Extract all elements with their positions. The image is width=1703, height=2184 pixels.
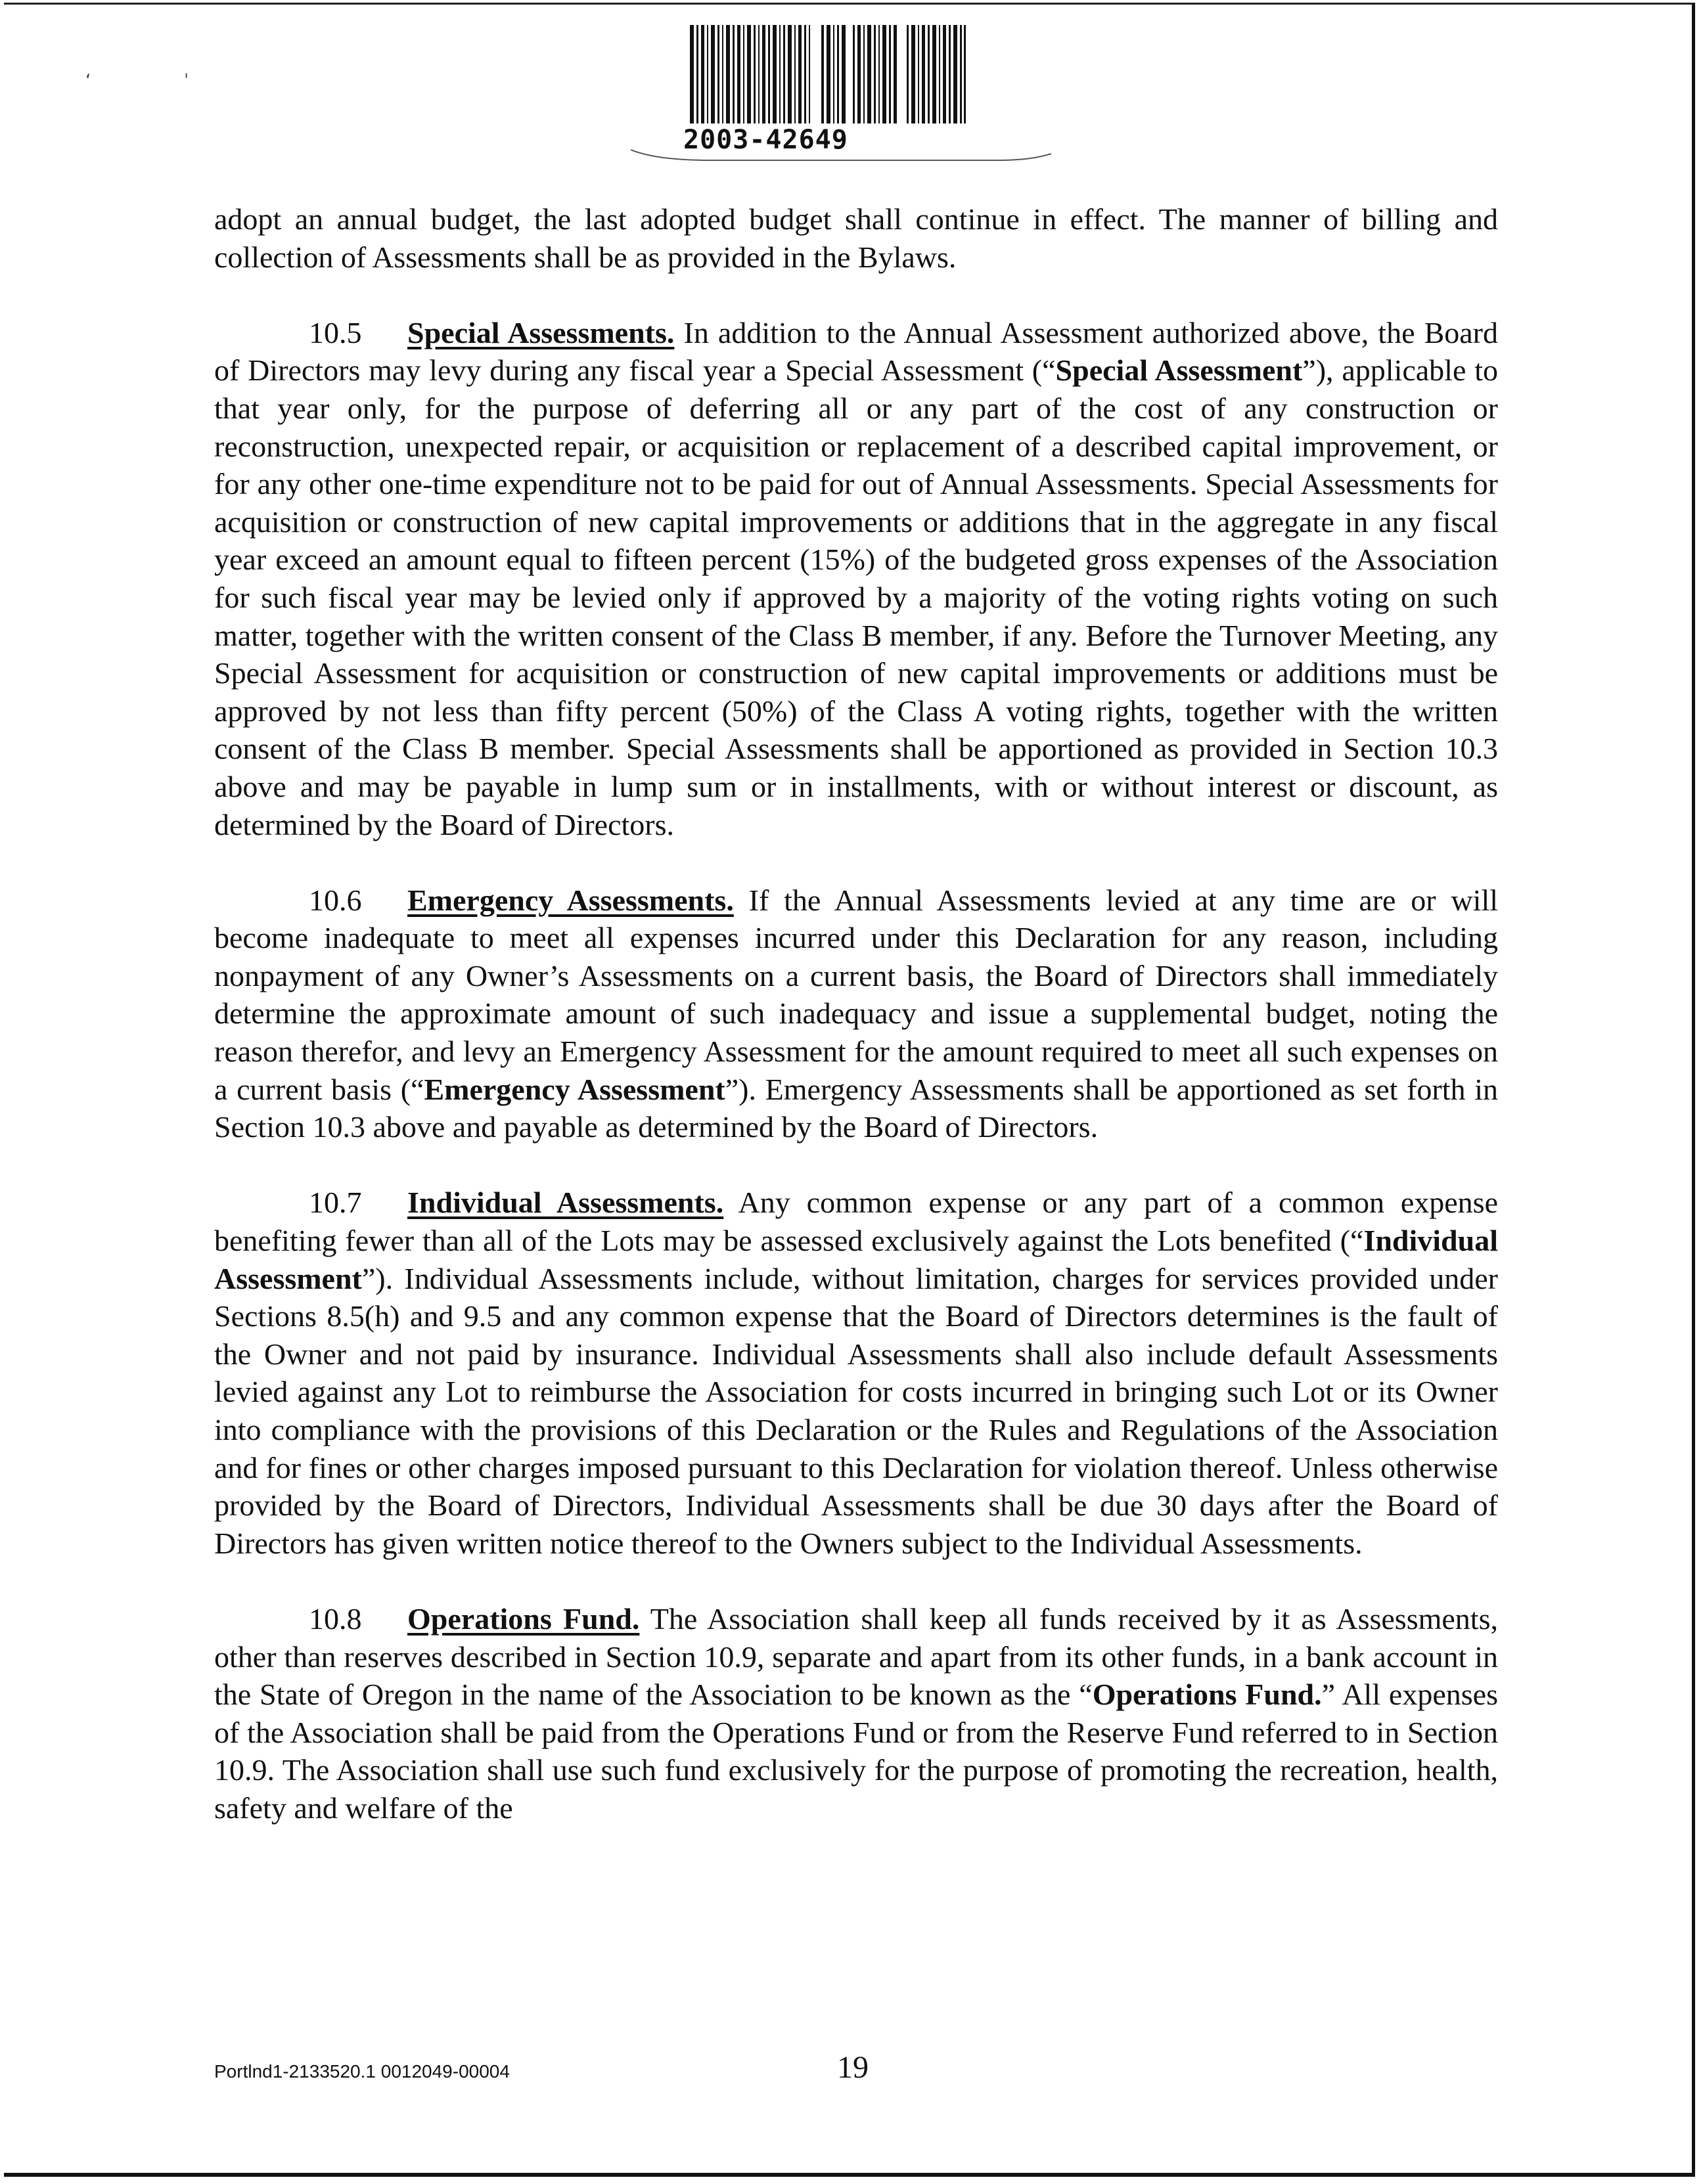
section-10-8	[214, 1600, 1498, 1827]
page-number: 19	[837, 2050, 869, 2085]
opening-paragraph: adopt an annual budget, the last adopted budget shall continue in effect. The manner of billing and collection of Assessments shall be as provided in the Bylaws.	[214, 202, 1498, 274]
section-text: Any common expense or any part of a common expense benefiting fewer than all of the Lots may be assessed exclusively against the Lots benefited (“	[214, 1186, 1498, 1258]
section-number: 10.6	[309, 883, 362, 917]
scan-speck: ˈ	[184, 71, 189, 91]
section-text: If the Annual Assessments levied at any time are or will become inadequate to meet all expenses incurred under this Declaration for any reason, including nonpayment of any Owner’s Assessments on a current basis, the Board of Directors shall immediately determine the approximate amount of such inadequacy and issue a supplemental budget, noting the reason therefor, and levy an Emergency Assessment for the amount required to meet all such expenses on a current basis (“	[214, 883, 1499, 1106]
section-number: 10.7	[309, 1186, 362, 1220]
section-title: Operations Fund.	[407, 1601, 640, 1636]
section-text: ”). Individual Assessments include, without limitation, charges for services provided under Sections 8.5(h) and 9.5 and any common expense that the Board of Directors determines is the fault of the Owner and not paid by insurance. Individual Assessments shall also include default Assessments levied against any Lot to reimburse the Association for costs incurred in bringing such Lot or its Owner into compliance with the provisions of this Declaration or the Rules and Regulations of the Association and for fines or other charges imposed pursuant to this Declaration for violation thereof. Unless otherwise provided by the Board of Directors, Individual Assessments shall be due 30 days after the Board of Directors has given written notice thereof to the Owners subject to the Individual Assessments.	[214, 1261, 1498, 1560]
section-number: 10.5	[309, 315, 362, 349]
section-10-5	[214, 314, 1498, 843]
defined-term: Emergency Assessment	[424, 1072, 725, 1106]
barcode-number: 2003-42649	[683, 125, 848, 155]
barcode-underline	[631, 148, 1051, 168]
barcode-block	[631, 18, 1051, 163]
section-text: ”). Emergency Assessments shall be apportioned as set forth in Section 10.3 above and payable as determined by the Board of Directors.	[214, 1072, 1498, 1144]
section-10-7	[214, 1184, 1498, 1562]
section-title: Individual Assessments.	[407, 1186, 724, 1220]
section-text: The Association shall keep all funds received by it as Assessments, other than reserves described in Section 10.9, separate and apart from its other funds, in a bank account in the State of Oregon in the name of the Association to be known as the “	[214, 1601, 1498, 1712]
defined-term: Individual Assessment	[214, 1224, 1498, 1295]
section-number: 10.8	[309, 1601, 362, 1636]
defined-term: Operations Fund.	[1092, 1678, 1322, 1712]
defined-term: Special Assessment	[1055, 353, 1303, 388]
section-title: Special Assessments.	[407, 315, 675, 349]
section-title: Emergency Assessments.	[407, 883, 734, 917]
section-10-6	[214, 881, 1498, 1146]
document-body	[214, 200, 1498, 1865]
section-text: ”), applicable to that year only, for the purpose of deferring all or any part of the cost of any construction or reconstruction, unexpected repair, or acquisition or replacement of a described capital improvement, or for any other one-time expenditure not to be paid for out of Annual Assessments. Special Assessments for acquisition or construction of new capital improvements or additions that in the aggregate in any fiscal year exceed an amount equal to fifteen percent (15%) of the budgeted gross expenses of the Association for such fiscal year may be levied only if approved by a majority of the voting rights voting on such matter, together with the written consent of the Class B member, if any. Before the Turnover Meeting, any Special Assessment for acquisition or construction of new capital improvements or additions must be approved by not less than fifty percent (50%) of the Class A voting rights, together with the written consent of the Class B member. Special Assessments shall be apportioned as provided in Section 10.3 above and may be payable in lump sum or in installments, with or without interest or discount, as determined by the Board of Directors.	[214, 353, 1498, 841]
section-text: ” All expenses of the Association shall be paid from the Operations Fund or from the Reserve Fund referred to in Section 10.9. The Association shall use such fund exclusively for the purpose of promoting the recreation, health, safety and welfare of the	[214, 1678, 1498, 1825]
document-id: Portlnd1-2133520.1 0012049-00004	[214, 2061, 510, 2082]
barcode-image	[690, 25, 966, 123]
scan-speck: ʻ	[85, 71, 91, 91]
section-text: In addition to the Annual Assessment authorized above, the Board of Directors may levy during any fiscal year a Special Assessment (“	[214, 315, 1498, 388]
